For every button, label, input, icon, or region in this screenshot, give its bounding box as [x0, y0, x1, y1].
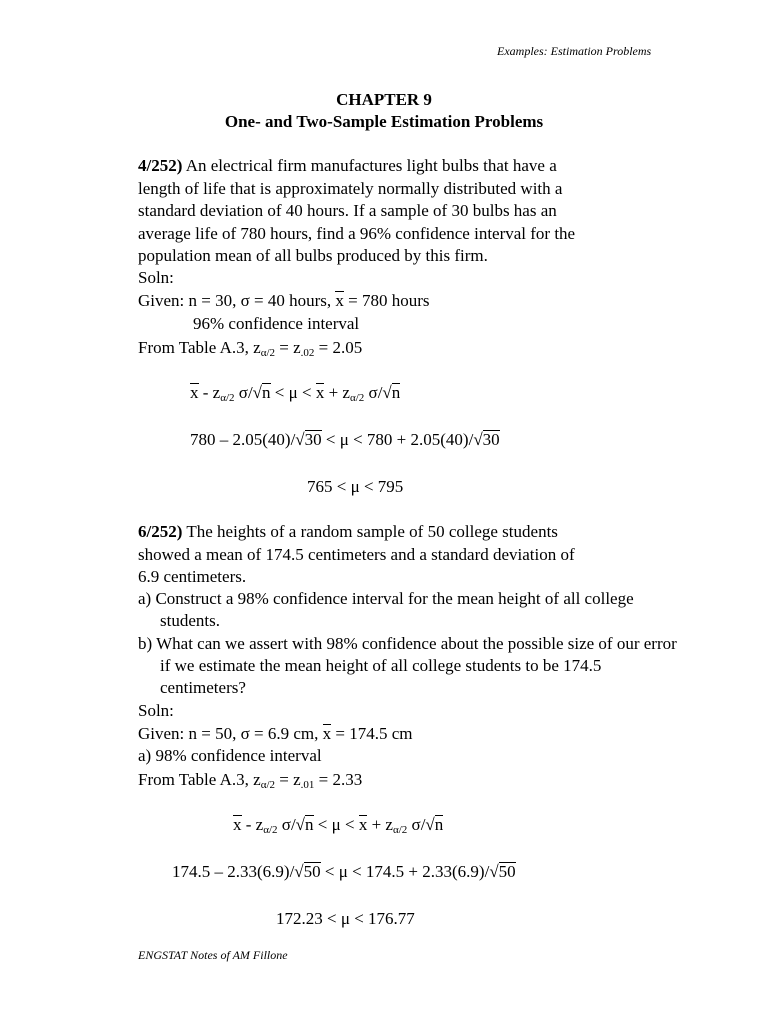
- problem-2-item-b: b) What can we assert with 98% confidence about the possible size of our error if we estimate the mean height of all college students to be 174.5 centimeters?: [138, 634, 677, 697]
- problem-2-result: 172.23 < μ < 176.77: [276, 909, 415, 928]
- problem-1-line-2: length of life that is approximately normally distributed with a: [138, 179, 563, 198]
- problem-1-formula: x - $z_{\alpha/2}$ $\sigma/√n < \mu < x + z_{\alpha/2}$ σ/√n: [190, 383, 401, 404]
- problem-1-line-1: 4/252) An electrical firm manufactures light bulbs that have a: [138, 156, 557, 175]
- running-header: Examples: Estimation Problems: [497, 44, 652, 58]
- problem-2-line-3: 6.9 centimeters.: [138, 567, 247, 586]
- page-footer: ENGSTAT Notes of AM Fillone: [138, 948, 288, 962]
- problem-2-line-1: 6/252) The heights of a random sample of 50 college students: [138, 522, 558, 541]
- problem-1-ci-label: 96% confidence interval: [193, 314, 360, 333]
- problem-1-label: 4/252: [138, 156, 177, 175]
- problem-2-table: From Table A.3, $z_{\alpha/2} = z_{.01} = 2.33$: [138, 770, 363, 791]
- problem-2-soln: Soln:: [138, 701, 174, 720]
- problem-2-part-a: a) 98% confidence interval: [138, 746, 322, 765]
- problem-2-formula: x - $z_{\alpha/2}$ $\sigma/√n < \mu < x + z_{\alpha/2}$ σ/√n: [233, 815, 444, 836]
- x-bar-symbol: x: [335, 291, 344, 310]
- chapter-number: CHAPTER 9: [336, 90, 432, 109]
- problem-1-soln: Soln:: [138, 268, 174, 287]
- problem-1-line-3: standard deviation of 40 hours. If a sample of 30 bulbs has an: [138, 201, 557, 220]
- problem-1-given: Given: n = 30, σ = 40 hours, x = 780 hours: [138, 291, 430, 310]
- problem-2-given: Given: n = 50, σ = 6.9 cm, x = 174.5 cm: [138, 724, 413, 743]
- x-bar-symbol: x: [322, 724, 332, 743]
- problem-1-line-5: population mean of all bulbs produced by this firm.: [138, 246, 488, 265]
- chapter-title: One- and Two-Sample Estimation Problems: [224, 112, 544, 131]
- problem-2-substitution: 174.5 – 2.33(6.9)/√50 < μ < 174.5 + 2.33(6.9)/√50: [172, 862, 516, 881]
- problem-2-item-a: a) Construct a 98% confidence interval for the mean height of all college students.: [138, 589, 634, 630]
- problem-2-label: 6/252: [138, 522, 177, 541]
- problem-1-substitution: 780 – 2.05(40)/√30 < μ < 780 + 2.05(40)/√30: [190, 430, 500, 449]
- problem-1-table: From Table A.3, $z_{\alpha/2} = z_{.02} = 2.05$: [138, 338, 363, 359]
- problem-1-result: 765 < μ < 795: [307, 477, 404, 496]
- problem-2-line-2: showed a mean of 174.5 centimeters and a standard deviation of: [138, 545, 575, 564]
- problem-1-line-4: average life of 780 hours, find a 96% confidence interval for the: [138, 224, 576, 243]
